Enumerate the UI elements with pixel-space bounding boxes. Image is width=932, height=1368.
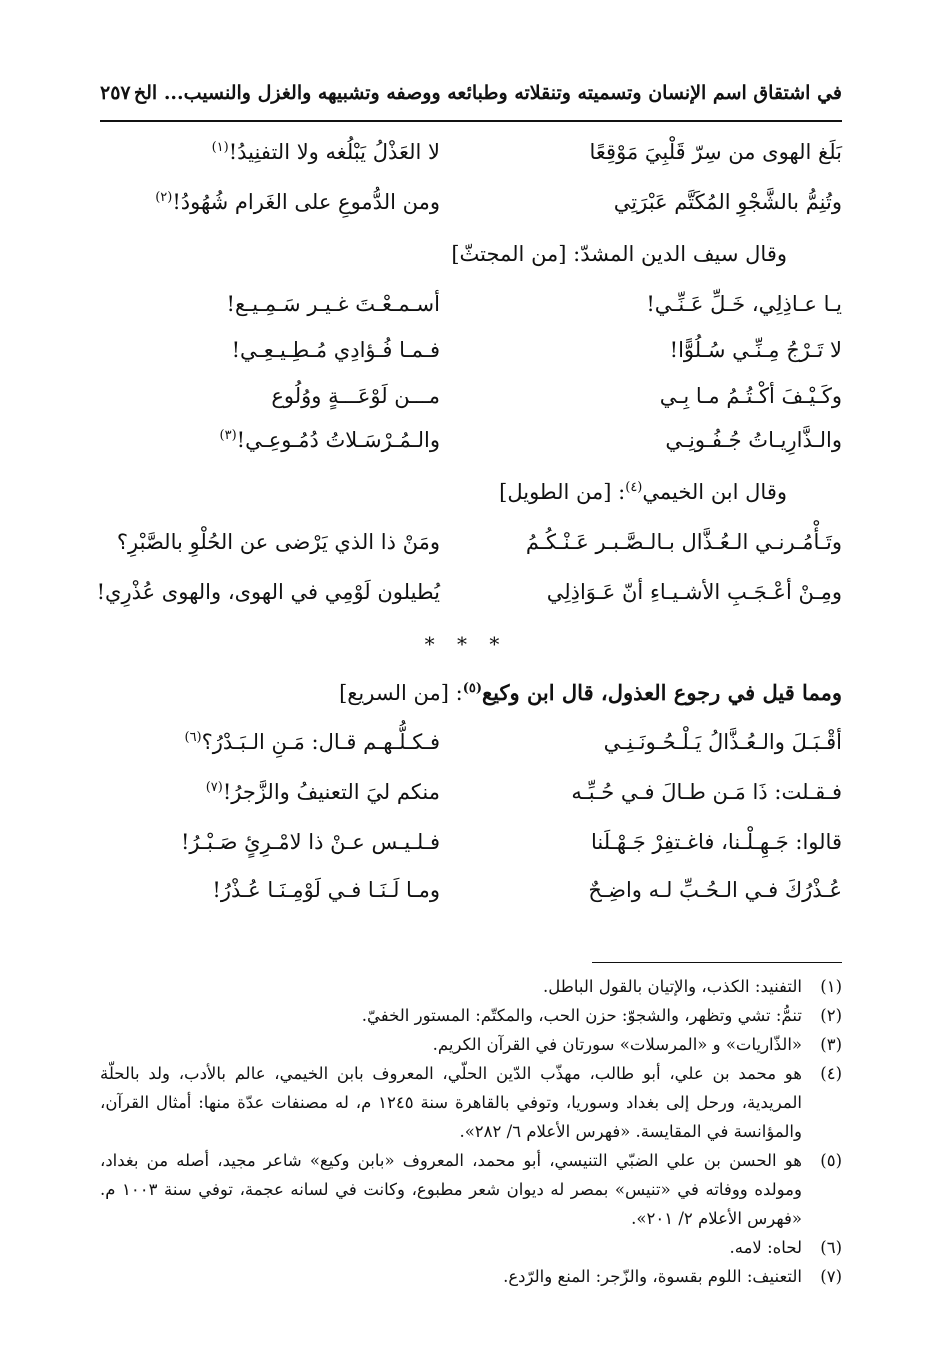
page-number: ٢٥٧ [100, 82, 131, 104]
footnote-text: هو محمد بن علي، أبو طالب، مهذّب الدّين الحلّي، المعروف بابن الخيمي، عالم بالأدب، ولد بالحلّة المريدية، ورحل إلى بغداد وسوريا، وتوفي بالقاهرة سنة ١٢٤٥ م، له مصنفات عدّة منها: أمثال القرآن، والمؤانسة في المقايسة. «فهرس الأعلام ٦/ ٢٨٢». [100, 1064, 802, 1141]
verse-second-hemistich [100, 190, 440, 214]
verse-second-hemistich [100, 730, 440, 754]
hemistich-text: والـمُـرْسَـلاتُ دُمُـوعِـي! [236, 428, 440, 452]
hemistich-text: منكم ليَ التعنيفُ والزَّجرُ! [222, 780, 440, 804]
footnote-text: هو الحسن بن علي الضبّي التنيسي، أبو محمد، المعروف «بابن وكيع» شاعر مجيد، أصله من بغداد، ومولده ووفاته في «تنيس» بمصر له ديوان شعر مطبوع، وكانت في لسانه عجمة، توفي سنة ١٠٠٣ م. «فهرس الأعلام ٢/ ٢٠١». [100, 1151, 802, 1228]
verse-line [100, 878, 842, 918]
verse-first-hemistich: يـا عـاذِلِي، خَـلِّ عَـنِّـي! [646, 292, 842, 316]
section-heading [339, 680, 842, 705]
verse-line [100, 190, 842, 230]
verse-line [100, 384, 842, 424]
verse-line [100, 780, 842, 820]
footnote-ref: (١) [211, 140, 229, 155]
verse-first-hemistich: فـقـلت: ذَا مَـن طـالَ فـي حُـبِّـه [571, 780, 842, 804]
verse-second-hemistich: يُطيلون لَوْمِي في الهوى، والهوى عُذْرِي! [96, 580, 440, 604]
verse-line [100, 830, 842, 870]
verse-second-hemistich: ومَنْ ذا الذي يَرْضى عن الحُلْوِ بالصَّبْرِ؟ [116, 530, 440, 554]
hemistich-text: مـــن لَوْعَـــةٍ ووُلُوع [271, 384, 440, 408]
verse-line [100, 338, 842, 378]
verse-first-hemistich: ومِـنْ أعْـجَـبِ الأشـيـاءِ أنّ عَـوَاذِلِي [546, 580, 842, 604]
hemistich-text: لا العَذْلُ يَبْلُغه ولا التفنِيدُ! [228, 140, 440, 164]
verse-line [100, 428, 842, 468]
verse-second-hemistich [100, 338, 440, 362]
footnote-text: تنمُّ: تشي وتظهر، والشجوّ: حزن الحب، والمكتّم: المستور الخفيّ. [361, 1006, 802, 1025]
verse-line [100, 730, 842, 770]
intro-saif: وقال سيف الدين المشدّ: [من المجتثّ] [451, 242, 787, 266]
verse-first-hemistich: قالوا: جَـهِـلْـنا، فاغـتفِرْ جَـهْـلَنا [591, 830, 842, 854]
header-rule [100, 120, 842, 122]
footnote [100, 1233, 842, 1262]
verse-line [96, 580, 842, 620]
footnote [100, 1030, 842, 1059]
footnote-number: (٥) [820, 1151, 842, 1170]
verse-first-hemistich: لا تَـرْجُ مِـنِّـي سُـلُوًّا! [669, 338, 842, 362]
header-title: في اشتقاق اسم الإنسان وتسميته وتنقلاته وطبائعه ووصفه وتشبيهه والغزل والنسيب... الخ [133, 82, 842, 104]
hemistich-text: أسـمـعْـتَ غـيـر سَـمِـيـع! [226, 292, 440, 316]
footnote-text: «الذّاريات» و «المرسلات» سورتان في القرآن الكريم. [432, 1035, 802, 1054]
verse-first-hemistich: وتُنِمُّ بالشَّجْوِ المُكَتَّم عَبْرَتِي [613, 190, 842, 214]
footnote-rule [592, 962, 842, 963]
meter-label: : [من الطويل] [499, 480, 626, 504]
verse-second-hemistich: فـلـيـس عـنْ ذا لامْـرِئٍ صَـبْـرُ! [180, 830, 440, 854]
footnote-ref: (٥) [462, 681, 482, 696]
footnote [100, 972, 842, 1001]
running-header [100, 82, 842, 118]
footnote-number: (٣) [820, 1035, 842, 1054]
footnote-ref: (٣) [219, 428, 237, 443]
verse-second-hemistich [100, 780, 440, 804]
footnote-ref: (٤) [625, 480, 643, 495]
verse-first-hemistich: بَلَغ الهوى من سِرّ قَلْبِيَ مَوْقِعًا [589, 140, 842, 164]
verse-second-hemistich [100, 292, 440, 316]
verse-line [100, 140, 842, 180]
footnote-number: (٧) [820, 1267, 842, 1286]
verse-line [100, 292, 842, 332]
footnote-number: (٢) [820, 1006, 842, 1025]
verse-first-hemistich: عُـذْرُكَ فـي الـحُـبِّ لـه واضِـحٌ [588, 878, 842, 902]
footnote-number: (٤) [820, 1064, 842, 1083]
verse-second-hemistich [100, 428, 440, 452]
hemistich-text: فـكـلُّـهـم قـال: مَـنِ الـبَـدْرُ؟ [201, 730, 440, 754]
footnote-ref: (٦) [184, 730, 202, 745]
section-separator: * * * [424, 632, 508, 656]
verse-first-hemistich: والـذَّارِيـاتُ جُـفُـونِـي [665, 428, 842, 452]
meter-label: : [من السريع] [339, 681, 463, 705]
footnote-ref: (٢) [155, 190, 173, 205]
footnote-text: التفنيد: الكذب، والإتيان بالقول الباطل. [542, 977, 802, 996]
verse-first-hemistich: وتَـأْمُـرنـي الـعُـذَّال بـالـصَّـبـر عَـنْـكُـمُ [525, 530, 842, 554]
hemistich-text: ومن الدُّموعِ على الغَرام شُهُودُ! [172, 190, 440, 214]
verse-second-hemistich [100, 140, 440, 164]
footnote-text: لحاه: لامه. [729, 1238, 802, 1257]
verse-first-hemistich: وكَـيْـفَ أكْـتُـمُ مـا بِـي [659, 384, 842, 408]
footnotes [100, 972, 842, 1291]
footnote [100, 1001, 842, 1030]
verse-second-hemistich: ومـا لَـنَـا فـي لَوْمِـنَـا عُـذْرُ! [212, 878, 440, 902]
verse-line [100, 530, 842, 570]
footnote-number: (١) [820, 977, 842, 996]
verse-second-hemistich [100, 384, 440, 408]
footnote [100, 1262, 842, 1291]
verse-first-hemistich: أقْـبَـلَ والـعُـذَّالُ يَـلْـحُـونَـنِـي [603, 730, 842, 754]
footnote-text: التعنيف: اللوم بقسوة، والزّجر: المنع والرّدع. [503, 1267, 802, 1286]
heading-text: ومما قيل في رجوع العذول، قال ابن وكيع [481, 680, 842, 705]
footnote-number: (٦) [820, 1238, 842, 1257]
footnote [100, 1146, 842, 1233]
footnote-ref: (٧) [205, 780, 223, 795]
intro-khaimi [499, 480, 787, 504]
intro-text: وقال ابن الخيمي [642, 480, 787, 504]
hemistich-text: فـمـا فُـؤادِي مُـطِـيـعِـي! [231, 338, 440, 362]
footnote [100, 1059, 842, 1146]
